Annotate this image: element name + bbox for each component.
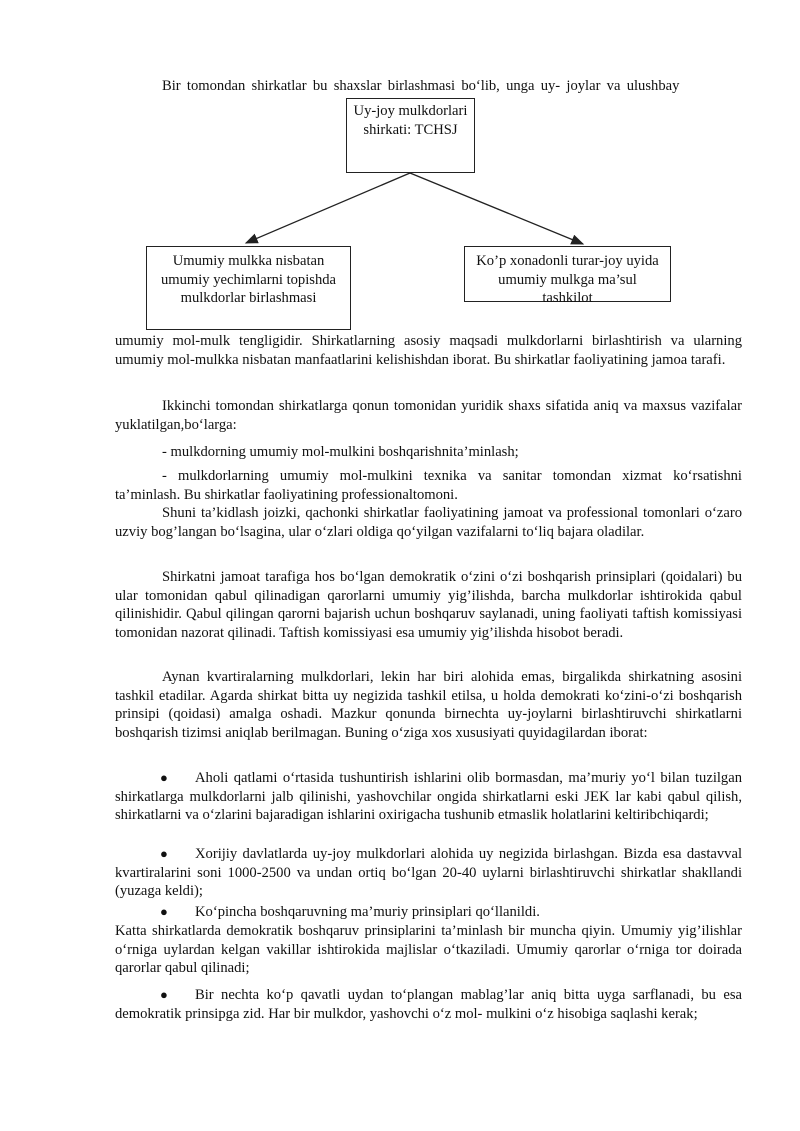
paragraph-4: Shirkatni jamoat tarafiga hos bo‘lgan demokratik o‘zini o‘zi boshqarish prinsiplari (qoidalari) bu ular tomonidan qabul qilinadigan qarorlarni umumiy yig’ilishda, barcha mulkdorlar ishtirokida qabul qilinishidir. Qabul qilingan qarorni bajarish uchun boshqaruv saylanadi, uning faoliyati taftish komissiyasi tomonidan nazorat qilinadi. Taftish komissiyasi esa umumiy yig’ilishda hisobot beradi.: [115, 569, 742, 641]
paragraph-3: Shuni ta’kidlash joizki, qachonki shirkatlar faoliyatining jamoat va professional tomonlari o‘zaro uzviy bog’langan bo‘lsagina, ular o‘zlari oldiga qo‘yilgan vazifalarni to‘liq bajara oladilar.: [115, 505, 742, 540]
paragraph-5: Aynan kvartiralarning mulkdorlari, lekin har biri alohida emas, birgalikda shirkatning asosini tashkil etadilar. Agarda shirkat bitta uy negizida tashkil etilsa, u holda demokrati ko‘zini-o‘zi boshqarish prinsipi (qoidasi) amalga oshadi. Mazkur qonunda birnechta uy-joylarni birlashtiruvchi shirkatlarni boshqarish tizimsi aniqlab berilmagan. Buning o‘ziga xos xususiyati quyidagilardan iborat:: [115, 669, 742, 741]
diagram-right-box: [464, 246, 671, 307]
arrow-right: [410, 173, 583, 244]
bullet-item-3: Ko‘pincha boshqaruvning ma’muriy prinsiplari qo‘llanildi.: [195, 904, 540, 920]
paragraph-2: Ikkinchi tomondan shirkatlarga qonun tomonidan yuridik shaxs sifatida aniq va maxsus vazifalar yuklatilgan,bo‘larga:: [115, 398, 742, 433]
dash-item-1: - mulkdorning umumiy mol-mulkini boshqarishnita’minlash;: [162, 444, 519, 460]
bullet-item-1: Aholi qatlami o‘rtasida tushuntirish ishlarini olib bormasdan, ma’muriy yo‘l bilan tuzilgan shirkatlarga mulkdorlarni jalb qilinishi, yashovchilar ongida shirkatlarni eski JEK lar kabi qabul qilish, shirkatlarni va o‘zlarini bajaradigan ishlarini oxirigacha tushunib etmaslik holatlarini keltiribchiqardi;: [115, 770, 742, 824]
bullet-dot-4: ●: [160, 987, 168, 1002]
paragraph-1: umumiy mol-mulk tengligidir. Shirkatlarning asosiy maqsadi mulkdorlarni birlashtirish va ularning umumiy mol-mulkka nisbatan manfaatlarini kelishishdan iborat. Bu shirkatlar faoliyatining jamoa tarafi.: [115, 333, 742, 368]
bullet-dot-1: ●: [160, 770, 168, 785]
diagram-top-label: Uy-joy mulkdorlari shirkati: TCHSJ: [353, 103, 468, 138]
diagram-left-label: Umumiy mulkka nisbatan umumiy yechimlarni topishda mulkdorlar birlashmasi: [160, 253, 337, 307]
diagram-right-label: Ko’p xonadonli turar-joy uyida umumiy mulkga ma’sul tashkilot: [476, 253, 659, 307]
bullet-dot-3: ●: [160, 904, 168, 919]
dash-item-2: - mulkdorlarning umumiy mol-mulkini texnika va sanitar tomondan xizmat ko‘rsatishni ta’minlash. Bu shirkatlar faoliyatining professionaltomoni.: [115, 468, 742, 503]
bullet-item-4: Bir nechta ko‘p qavatli uydan to‘plangan mablag’lar aniq bitta uyga sarflanadi, bu esa demokratik prinsipga zid. Har bir mulkdor, yashovchi o‘z mol- mulkini o‘z hisobiga saqlashi kerak;: [115, 987, 742, 1022]
intro-line: Bir tomondan shirkatlar bu shaxslar birlashmasi bo‘lib, unga uy- joylar va ulushbay: [162, 78, 680, 94]
diagram-left-box: [146, 246, 351, 330]
bullet-item-2: Xorijiy davlatlarda uy-joy mulkdorlari alohida uy negizida birlashgan. Bizda esa dastavval kvartiralarini soni 1000-2500 va undan ortiq bo‘lgan 20-40 uylarni birlashtiruvchi shirkatlar shakllandi (yuzaga keldi);: [115, 846, 742, 900]
arrow-left: [246, 173, 410, 243]
paragraph-6: Katta shirkatlarda demokratik boshqaruv prinsiplarini ta’minlash bir muncha qiyin. Umumiy yig’ilishlar o‘rniga uylardan kelgan vakillar ishtirokida majlislar o‘tkaziladi. Umumiy qarorlar o‘rniga tor doirada qarorlar qabul qilinadi;: [115, 923, 742, 977]
bullet-dot-2: ●: [160, 846, 168, 861]
diagram-top-box: [346, 98, 475, 173]
